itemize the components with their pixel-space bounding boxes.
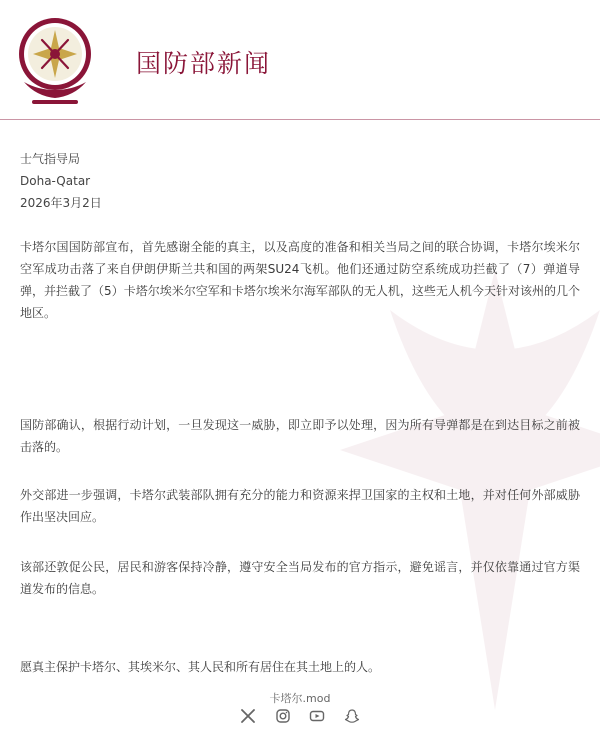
page-title: 国防部新闻 — [136, 49, 272, 78]
paragraph-confirmation: 国防部确认，根据行动计划，一旦发现这一威胁，即立即予以处理，因为所有导弹都是在到达目标之前被击落的。 — [20, 418, 580, 454]
social-links — [240, 707, 360, 725]
snapchat-icon[interactable] — [344, 708, 360, 724]
paragraph-announcement: 卡塔尔国国防部宣布，首先感谢全能的真主，以及高度的准备和相关当局之间的联合协调，卡塔尔埃米尔空军成功击落了来自伊朗伊斯兰共和国的两架SU24飞机。他们还通过防空系统成功拦截了（7）弹道导弹，并拦截了（5）卡塔尔埃米尔空军和卡塔尔埃米尔海军部队的无人机，这些无人机今天针对该州的几个地区。 — [20, 240, 580, 320]
header-divider — [0, 119, 600, 120]
footer — [0, 690, 600, 730]
date-label: 2026年3月2日 — [20, 196, 102, 210]
paragraph-prayer: 愿真主保护卡塔尔、其埃米尔、其人民和所有居住在其土地上的人。 — [20, 660, 381, 674]
paragraph-foreign-ministry: 外交部进一步强调，卡塔尔武装部队拥有充分的能力和资源来捍卫国家的主权和土地，并对任何外部威胁作出坚决回应。 — [20, 488, 580, 524]
header — [0, 0, 600, 120]
qatar-ministry-of-defence-emblem-icon — [14, 10, 96, 110]
instagram-icon[interactable] — [275, 708, 291, 724]
footer-brand: 卡塔尔.mod — [269, 692, 331, 705]
department-label: 士气指导局 — [20, 152, 81, 166]
location-label: Doha-Qatar — [20, 174, 91, 188]
youtube-icon[interactable] — [309, 708, 325, 724]
paragraph-advisory: 该部还敦促公民，居民和游客保持冷静，遵守安全当局发布的官方指示，避免谣言，并仅依靠通过官方渠道发布的信息。 — [20, 560, 580, 596]
release-meta — [20, 148, 102, 214]
x-icon[interactable] — [240, 708, 256, 724]
